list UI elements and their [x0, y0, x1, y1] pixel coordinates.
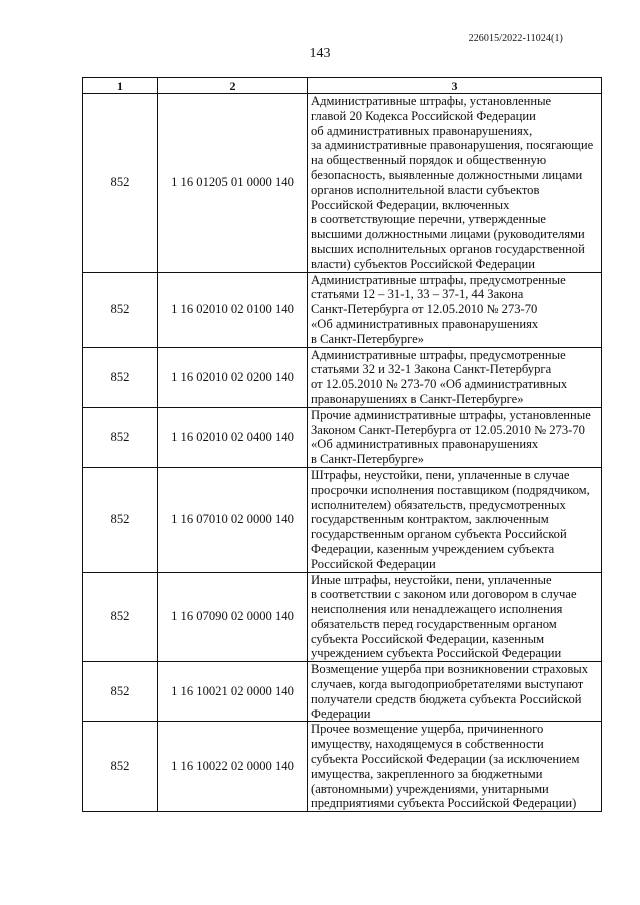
admin-code-cell: 852 [83, 722, 158, 812]
kbk-code-cell: 1 16 01205 01 0000 140 [158, 94, 308, 273]
table-row [83, 467, 602, 572]
admin-code-cell: 852 [83, 94, 158, 273]
description-cell [308, 722, 602, 812]
description-line: обязательств перед государственным органом [311, 616, 557, 631]
column-header-1: 1 [83, 78, 158, 94]
table-row [83, 722, 602, 812]
description-line: об административных правонарушениях, [311, 123, 533, 138]
kbk-code-cell: 1 16 02010 02 0400 140 [158, 407, 308, 467]
description-line: Федерации [311, 706, 371, 721]
kbk-code-cell: 1 16 10021 02 0000 140 [158, 662, 308, 722]
table-row [83, 272, 602, 347]
description-line: правонарушениях в Санкт-Петербурге» [311, 391, 524, 406]
description-line: субъекта Российской Федерации (за исключением [311, 752, 580, 767]
description-line: Законом Санкт-Петербурга от 12.05.2010 № 273-70 [311, 422, 585, 437]
description-line: получатели средств бюджета субъекта Российской [311, 691, 582, 706]
column-header-2: 2 [158, 78, 308, 94]
description-line: неисполнения или ненадлежащего исполнения [311, 602, 563, 617]
table-row [83, 407, 602, 467]
description-line: Санкт-Петербурга от 12.05.2010 № 273-70 [311, 302, 538, 317]
admin-code-cell: 852 [83, 572, 158, 662]
description-line: статьями 32 и 32-1 Закона Санкт-Петербурга [311, 362, 552, 377]
kbk-code-cell: 1 16 02010 02 0200 140 [158, 347, 308, 407]
description-cell [308, 572, 602, 662]
document-id: 226015/2022-11024(1) [468, 33, 563, 44]
description-line: безопасность, выявленные должностными лицами [311, 167, 583, 182]
description-line: Возмещение ущерба при возникновении страховых [311, 662, 589, 677]
description-line: имуществу, находящемуся в собственности [311, 737, 544, 752]
description-line: Штрафы, неустойки, пени, уплаченные в случае [311, 467, 570, 482]
admin-code-cell: 852 [83, 467, 158, 572]
description-line: Федерации, казенным учреждением субъекта [311, 541, 555, 556]
description-line: в Санкт-Петербурге» [311, 331, 424, 346]
description-line: Административные штрафы, предусмотренные [311, 272, 566, 287]
description-line: от 12.05.2010 № 273-70 «Об административных [311, 377, 568, 392]
page-number: 143 [309, 46, 331, 61]
description-line: на общественный порядок и общественную [311, 153, 547, 168]
table-row [83, 94, 602, 273]
table-row [83, 347, 602, 407]
kbk-code-cell: 1 16 07090 02 0000 140 [158, 572, 308, 662]
description-line: государственным органом субъекта Российской [311, 527, 567, 542]
description-line: органов исполнительной власти субъектов [311, 182, 540, 197]
admin-code-cell: 852 [83, 272, 158, 347]
admin-code-cell: 852 [83, 662, 158, 722]
admin-code-cell: 852 [83, 407, 158, 467]
description-line: власти) субъектов Российской Федерации [311, 256, 535, 271]
description-line: просрочки исполнения поставщиком (подрядчиком, [311, 482, 590, 497]
description-line: предприятиями субъекта Российской Федерации) [311, 796, 577, 811]
description-line: (автономными) учреждениями, унитарными [311, 781, 549, 796]
description-line: исполнителем) обязательств, предусмотренных [311, 497, 566, 512]
description-line: Иные штрафы, неустойки, пени, уплаченные [311, 572, 552, 587]
description-line: в соответствующие перечни, утвержденные [311, 212, 547, 227]
description-line: Прочие административные штрафы, установленные [311, 407, 591, 422]
description-line: высшими должностными лицами (руководителями [311, 227, 585, 242]
admin-code-cell: 852 [83, 347, 158, 407]
description-line: случаев, когда выгодоприобретателями выступают [311, 677, 584, 692]
description-line: учреждением субъекта Российской Федерации [311, 646, 562, 661]
description-line: главой 20 Кодекса Российской Федерации [311, 108, 536, 123]
description-cell [308, 272, 602, 347]
description-line: Административные штрафы, предусмотренные [311, 347, 566, 362]
description-cell [308, 347, 602, 407]
description-line: Административные штрафы, установленные [311, 94, 552, 108]
table-body [83, 94, 602, 812]
description-line: «Об административных правонарушениях [311, 316, 539, 331]
kbk-code-cell: 1 16 10022 02 0000 140 [158, 722, 308, 812]
description-cell [308, 662, 602, 722]
description-line: имущества, закрепленного за бюджетными [311, 766, 543, 781]
table-row [83, 572, 602, 662]
description-line: в Санкт-Петербурге» [311, 452, 424, 467]
description-line: Российской Федерации [311, 556, 436, 571]
table-row [83, 662, 602, 722]
description-line: за административные правонарушения, посягающие [311, 138, 594, 153]
revenue-codes-table [82, 77, 602, 812]
description-cell [308, 467, 602, 572]
description-line: высших исполнительных органов государственной [311, 241, 585, 256]
description-cell [308, 407, 602, 467]
kbk-code-cell: 1 16 02010 02 0100 140 [158, 272, 308, 347]
description-line: государственным контрактом, заключенным [311, 512, 549, 527]
description-line: субъекта Российской Федерации, казенным [311, 631, 545, 646]
table-header-row [83, 78, 602, 94]
kbk-code-cell: 1 16 07010 02 0000 140 [158, 467, 308, 572]
description-cell [308, 94, 602, 273]
column-header-3: 3 [308, 78, 602, 94]
description-line: Российской Федерации, включенных [311, 197, 510, 212]
description-line: Прочее возмещение ущерба, причиненного [311, 722, 544, 737]
description-line: статьями 12 – 31-1, 33 – 37-1, 44 Закона [311, 287, 524, 302]
description-line: в соответствии с законом или договором в случае [311, 587, 577, 602]
description-line: «Об административных правонарушениях [311, 437, 539, 452]
